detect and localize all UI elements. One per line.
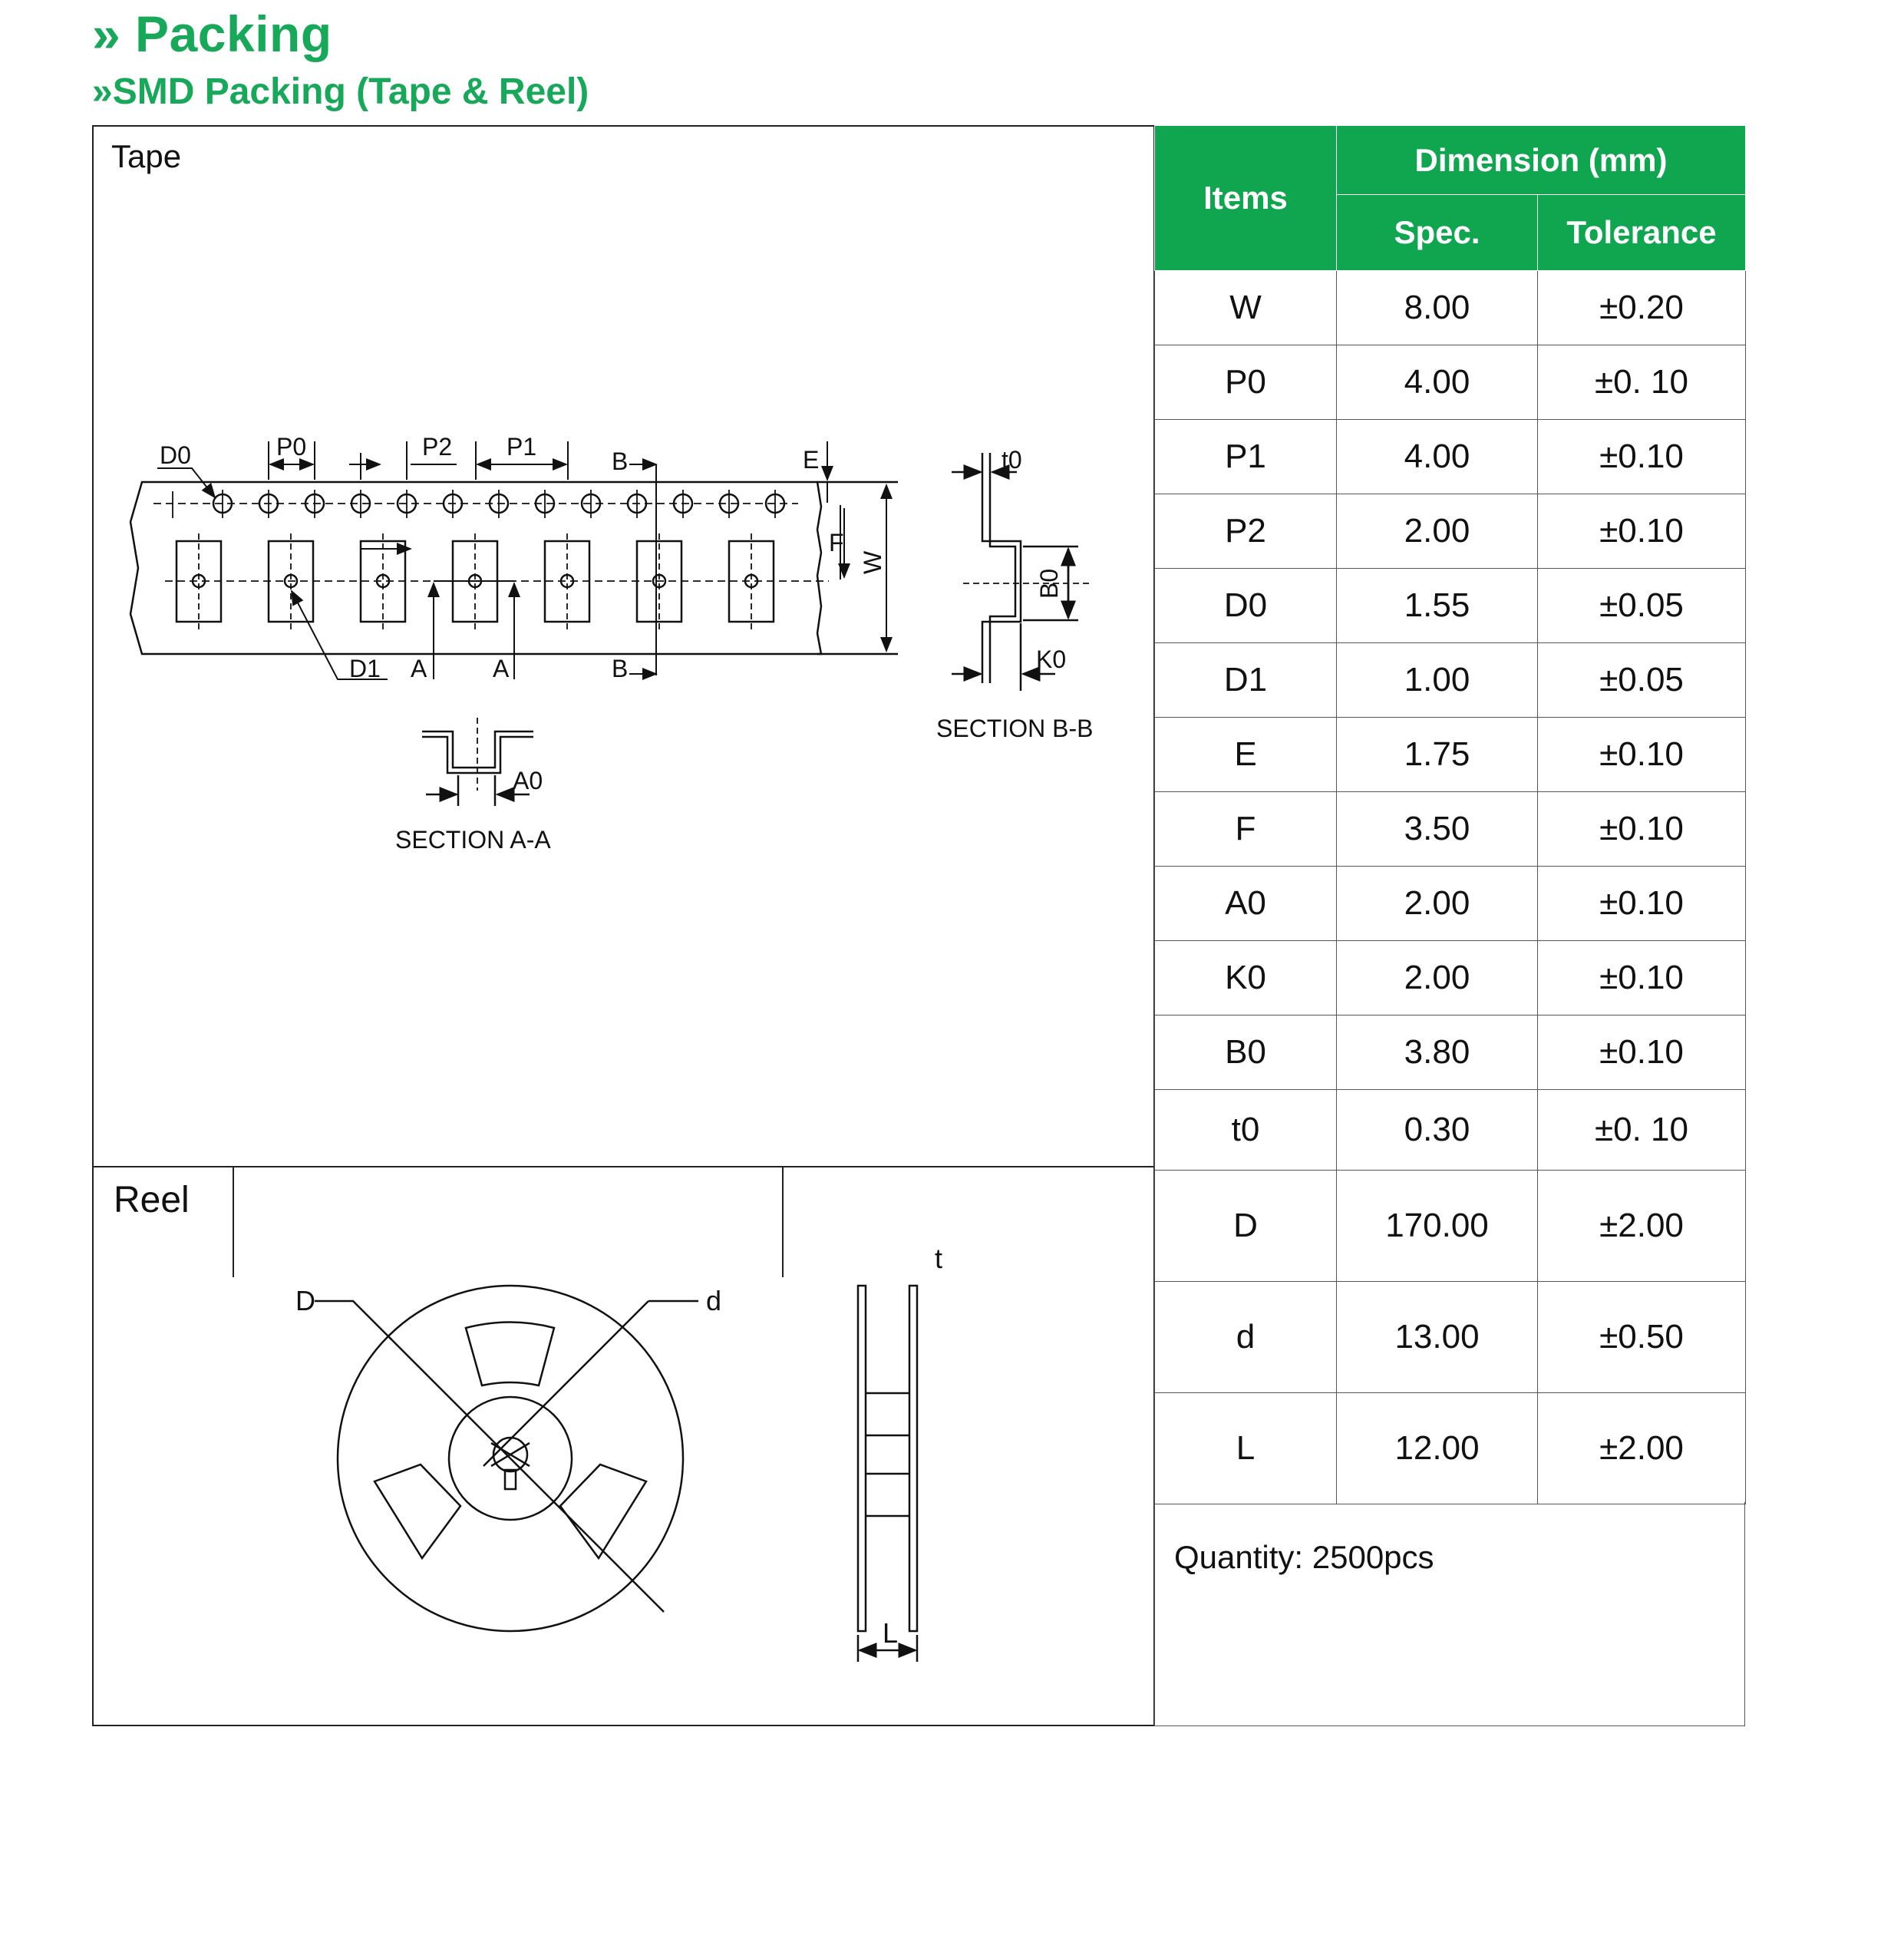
label-a-right: A — [493, 655, 510, 682]
cell-spec: 1.00 — [1337, 643, 1538, 718]
cell-item: W — [1155, 271, 1337, 345]
reel-side-view — [858, 1286, 917, 1662]
cell-tolerance: ±0.05 — [1538, 643, 1746, 718]
cell-item: E — [1155, 718, 1337, 792]
table-row — [1155, 1171, 1746, 1282]
cell-tolerance: ±0.10 — [1538, 494, 1746, 569]
header-items: Items — [1155, 126, 1337, 271]
label-p1: P1 — [507, 433, 537, 461]
cell-spec: 4.00 — [1337, 420, 1538, 494]
table-row — [1155, 569, 1746, 643]
label-b-bottom: B — [612, 655, 629, 682]
label-p0: P0 — [276, 433, 307, 461]
cell-item: A0 — [1155, 867, 1337, 941]
cell-spec: 1.55 — [1337, 569, 1538, 643]
cell-spec: 2.00 — [1337, 867, 1538, 941]
table-row — [1155, 1393, 1746, 1504]
cell-item: d — [1155, 1282, 1337, 1393]
cell-tolerance: ±0.20 — [1538, 271, 1746, 345]
tape-dimensions — [157, 441, 886, 679]
dimension-table — [1154, 125, 1746, 1504]
label-b-top: B — [612, 447, 629, 475]
label-d1: D1 — [349, 655, 381, 682]
label-k0: K0 — [1036, 646, 1067, 673]
header-spec: Spec. — [1337, 195, 1538, 271]
cell-tolerance: ±0.10 — [1538, 1015, 1746, 1090]
table-row — [1155, 1090, 1746, 1171]
table-row — [1155, 941, 1746, 1015]
cell-spec: 12.00 — [1337, 1393, 1538, 1504]
section-bb-drawing — [952, 453, 1090, 691]
quantity-text: Quantity: 2500pcs — [1174, 1539, 1434, 1575]
cell-tolerance: ±0.10 — [1538, 420, 1746, 494]
section-aa-caption: SECTION A-A — [395, 826, 551, 854]
label-t0: t0 — [1001, 446, 1022, 474]
cell-spec: 13.00 — [1337, 1282, 1538, 1393]
cell-spec: 8.00 — [1337, 271, 1538, 345]
reel-label-t: t — [935, 1243, 943, 1274]
reel-label-d-inner: d — [706, 1285, 722, 1316]
cell-item: P1 — [1155, 420, 1337, 494]
label-a-left: A — [411, 655, 427, 682]
table-row — [1155, 792, 1746, 867]
cell-tolerance: ±0.10 — [1538, 941, 1746, 1015]
label-f: F — [829, 529, 844, 556]
cell-item: B0 — [1155, 1015, 1337, 1090]
label-b0: B0 — [1035, 568, 1063, 599]
cell-tolerance: ±0. 10 — [1538, 345, 1746, 420]
table-row — [1155, 1282, 1746, 1393]
reel-section-label: Reel — [114, 1180, 190, 1220]
cell-tolerance: ±0.10 — [1538, 718, 1746, 792]
table-body — [1155, 271, 1746, 1504]
cell-tolerance: ±0.10 — [1538, 792, 1746, 867]
reel-label-d-outer: D — [295, 1285, 315, 1316]
cell-tolerance: ±0.10 — [1538, 867, 1746, 941]
table-row — [1155, 718, 1746, 792]
label-p2: P2 — [422, 433, 453, 461]
cell-item: P0 — [1155, 345, 1337, 420]
table-row — [1155, 345, 1746, 420]
reel-label-l: L — [883, 1617, 899, 1649]
cell-spec: 4.00 — [1337, 345, 1538, 420]
quantity-box — [1154, 1502, 1745, 1726]
cell-spec: 2.00 — [1337, 941, 1538, 1015]
page-title: » Packing — [92, 5, 332, 62]
cell-item: L — [1155, 1393, 1337, 1504]
reel-front-view — [315, 1286, 698, 1631]
label-a0: A0 — [513, 767, 543, 794]
cell-item: D — [1155, 1171, 1337, 1282]
label-w: W — [859, 550, 886, 574]
cell-item: P2 — [1155, 494, 1337, 569]
label-d0: D0 — [160, 441, 191, 469]
cell-spec: 3.80 — [1337, 1015, 1538, 1090]
table-row — [1155, 494, 1746, 569]
cell-spec: 2.00 — [1337, 494, 1538, 569]
table-row — [1155, 867, 1746, 941]
cell-tolerance: ±2.00 — [1538, 1393, 1746, 1504]
cell-tolerance: ±2.00 — [1538, 1171, 1746, 1282]
table-row — [1155, 420, 1746, 494]
cell-tolerance: ±0. 10 — [1538, 1090, 1746, 1171]
section-bb-caption: SECTION B-B — [936, 715, 1094, 742]
header-tolerance: Tolerance — [1538, 195, 1746, 271]
table-row — [1155, 271, 1746, 345]
tape-section-label: Tape — [111, 138, 182, 174]
cell-spec: 170.00 — [1337, 1171, 1538, 1282]
cell-item: D0 — [1155, 569, 1337, 643]
cell-spec: 0.30 — [1337, 1090, 1538, 1171]
cell-item: D1 — [1155, 643, 1337, 718]
cell-item: F — [1155, 792, 1337, 867]
label-e: E — [803, 446, 820, 474]
header-dimension: Dimension (mm) — [1337, 126, 1746, 195]
cell-spec: 3.50 — [1337, 792, 1538, 867]
cell-tolerance: ±0.50 — [1538, 1282, 1746, 1393]
page-subtitle: »SMD Packing (Tape & Reel) — [92, 71, 589, 112]
table-row — [1155, 1015, 1746, 1090]
cell-tolerance: ±0.05 — [1538, 569, 1746, 643]
cell-item: K0 — [1155, 941, 1337, 1015]
table-row — [1155, 643, 1746, 718]
cell-item: t0 — [1155, 1090, 1337, 1171]
cell-spec: 1.75 — [1337, 718, 1538, 792]
